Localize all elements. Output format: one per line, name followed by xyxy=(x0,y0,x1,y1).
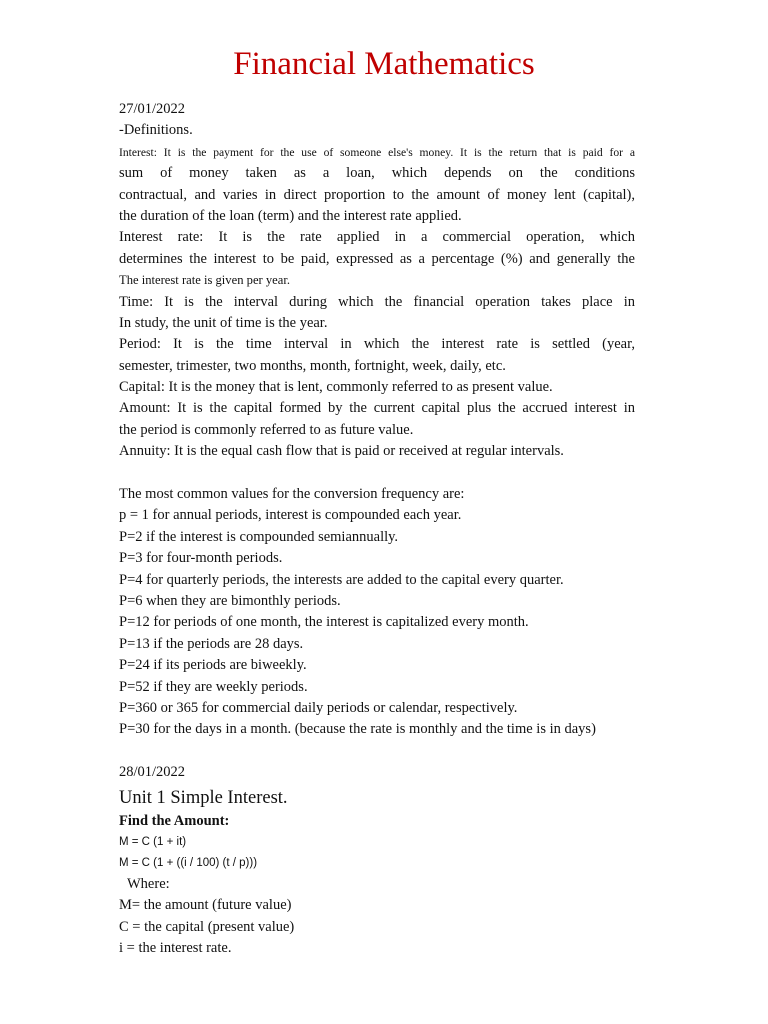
definition-interest-line: Interest: It is the payment for the use of someone else's money. It is the return that is paid for a xyxy=(119,145,635,159)
variable-definition: i = the interest rate. xyxy=(119,940,232,957)
subheading: Find the Amount: xyxy=(119,812,230,829)
definition-rate-line: Interest rate: It is the rate applied in a commercial operation, which xyxy=(119,229,635,246)
definition-capital-line: Capital: It is the money that is lent, commonly referred to as present value. xyxy=(119,379,553,396)
frequency-item: P=13 if the periods are 28 days. xyxy=(119,635,304,652)
document-body xyxy=(119,99,635,959)
section-date: 27/01/2022 xyxy=(119,101,186,117)
definition-interest-line: sum of money taken as a loan, which depends on the conditions xyxy=(119,165,635,182)
variable-definition: C = the capital (present value) xyxy=(119,918,295,935)
frequency-item: P=30 for the days in a month. (because the rate is monthly and the time is in days) xyxy=(119,721,596,738)
frequency-item: P=2 if the interest is compounded semiannually. xyxy=(119,528,399,545)
section-date: 28/01/2022 xyxy=(119,764,186,781)
formula-simple: M = C (1 + it) xyxy=(119,835,187,848)
document-title: Financial Mathematics xyxy=(233,46,535,82)
frequency-item: P=6 when they are bimonthly periods. xyxy=(119,592,341,609)
definition-annuity-line: Annuity: It is the equal cash flow that is paid or received at regular intervals. xyxy=(119,443,564,460)
definition-amount-line: Amount: It is the capital formed by the current capital plus the accrued interest in xyxy=(119,400,635,417)
definition-rate-line: determines the interest to be paid, expressed as a percentage (%) and generally the xyxy=(119,250,635,267)
definition-rate-line: The interest rate is given per year. xyxy=(119,273,290,288)
definition-period-line: semester, trimester, two months, month, fortnight, week, daily, etc. xyxy=(119,357,506,374)
definition-interest-line: contractual, and varies in direct proportion to the amount of money lent (capital), xyxy=(119,186,635,203)
frequency-intro: The most common values for the conversion frequency are: xyxy=(119,486,465,503)
frequency-item: P=52 if they are weekly periods. xyxy=(119,678,308,695)
paragraph-spacer xyxy=(119,741,635,762)
definition-amount-line: the period is commonly referred to as future value. xyxy=(119,421,414,438)
variable-definition: M= the amount (future value) xyxy=(119,897,292,914)
frequency-item: p = 1 for annual periods, interest is compounded each year. xyxy=(119,507,462,524)
frequency-item: P=12 for periods of one month, the interest is capitalized every month. xyxy=(119,614,529,631)
frequency-item: P=24 if its periods are biweekly. xyxy=(119,657,307,674)
definition-time-line: Time: It is the interval during which the financial operation takes place in xyxy=(119,293,635,310)
where-label: Where: xyxy=(127,875,170,892)
definition-time-line: In study, the unit of time is the year. xyxy=(119,314,328,331)
definitions-heading: -Definitions. xyxy=(119,122,193,139)
definition-period-line: Period: It is the time interval in which the interest rate is settled (year, xyxy=(119,336,635,353)
frequency-item: P=4 for quarterly periods, the interests are added to the capital every quarter. xyxy=(119,571,564,588)
formula-expanded: M = C (1 + ((i / 100) (t / p))) xyxy=(119,856,258,869)
frequency-item: P=3 for four-month periods. xyxy=(119,550,283,567)
frequency-item: P=360 or 365 for commercial daily periods or calendar, respectively. xyxy=(119,699,518,716)
definition-interest-line: the duration of the loan (term) and the interest rate applied. xyxy=(119,207,462,224)
unit-heading: Unit 1 Simple Interest. xyxy=(119,787,288,808)
paragraph-spacer xyxy=(119,463,635,484)
